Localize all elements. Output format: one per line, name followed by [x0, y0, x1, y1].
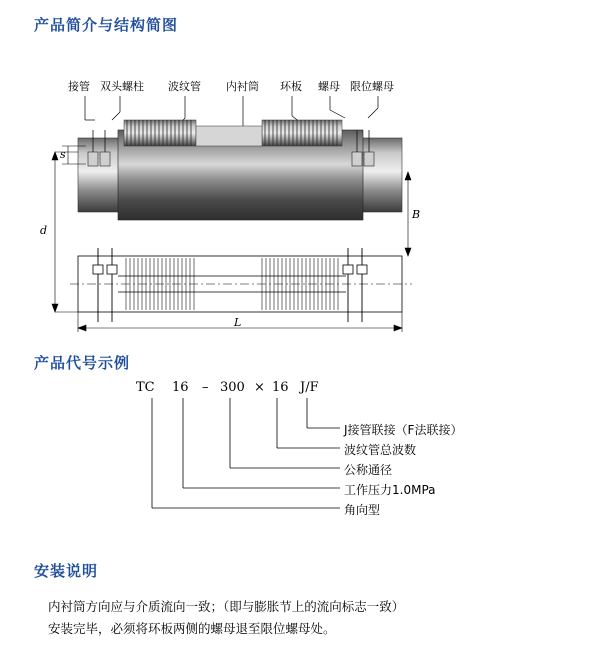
code-part-4: ×: [254, 380, 265, 395]
section-title-product-intro: 产品简介与结构简图: [34, 16, 179, 34]
callout-label-2: 波纹管: [168, 80, 201, 93]
install-note-0: 内衬筒方向应与介质流向一致；（即与膨胀节上的流向标志一致）: [48, 599, 405, 614]
callout-label-3: 内衬筒: [226, 80, 259, 93]
callout-label-4: 环板: [280, 80, 302, 93]
section-title-install: 安装说明: [34, 562, 99, 580]
code-part-1: 16: [172, 380, 189, 395]
callout-label-5: 螺母: [318, 80, 340, 93]
code-part-5: 16: [272, 380, 289, 395]
callout-label-6: 限位螺母: [350, 80, 394, 93]
code-part-6: J/F: [300, 380, 319, 395]
dimension-label-d: d: [40, 224, 48, 237]
dimension-label-B: B: [412, 208, 421, 221]
install-note-1: 安装完毕，必须将环板两侧的螺母退至限位螺母处。: [48, 621, 336, 636]
structure-diagram-svg: [0, 60, 600, 340]
code-legend-1: 波纹管总波数: [344, 443, 417, 457]
code-legend-2: 公称通径: [344, 463, 393, 477]
product-code-diagram: [0, 380, 600, 540]
dimension-label-s: s: [60, 148, 66, 161]
code-part-0: TC: [136, 380, 155, 395]
code-part-2: –: [202, 380, 209, 395]
code-legend-3: 工作压力1.0MPa: [344, 483, 436, 497]
code-part-3: 300: [220, 380, 245, 395]
dimension-label-L: L: [234, 316, 242, 329]
install-notes: [48, 596, 568, 640]
product-code-leaders: [0, 380, 600, 540]
code-legend-0: J接管联接（F法联接）: [344, 423, 463, 437]
callout-label-1: 双头螺柱: [100, 80, 144, 93]
callout-label-0: 接管: [68, 80, 90, 93]
code-legend-4: 角向型: [344, 503, 381, 517]
section-title-code-example: 产品代号示例: [34, 354, 131, 372]
structure-diagram: [0, 60, 600, 340]
